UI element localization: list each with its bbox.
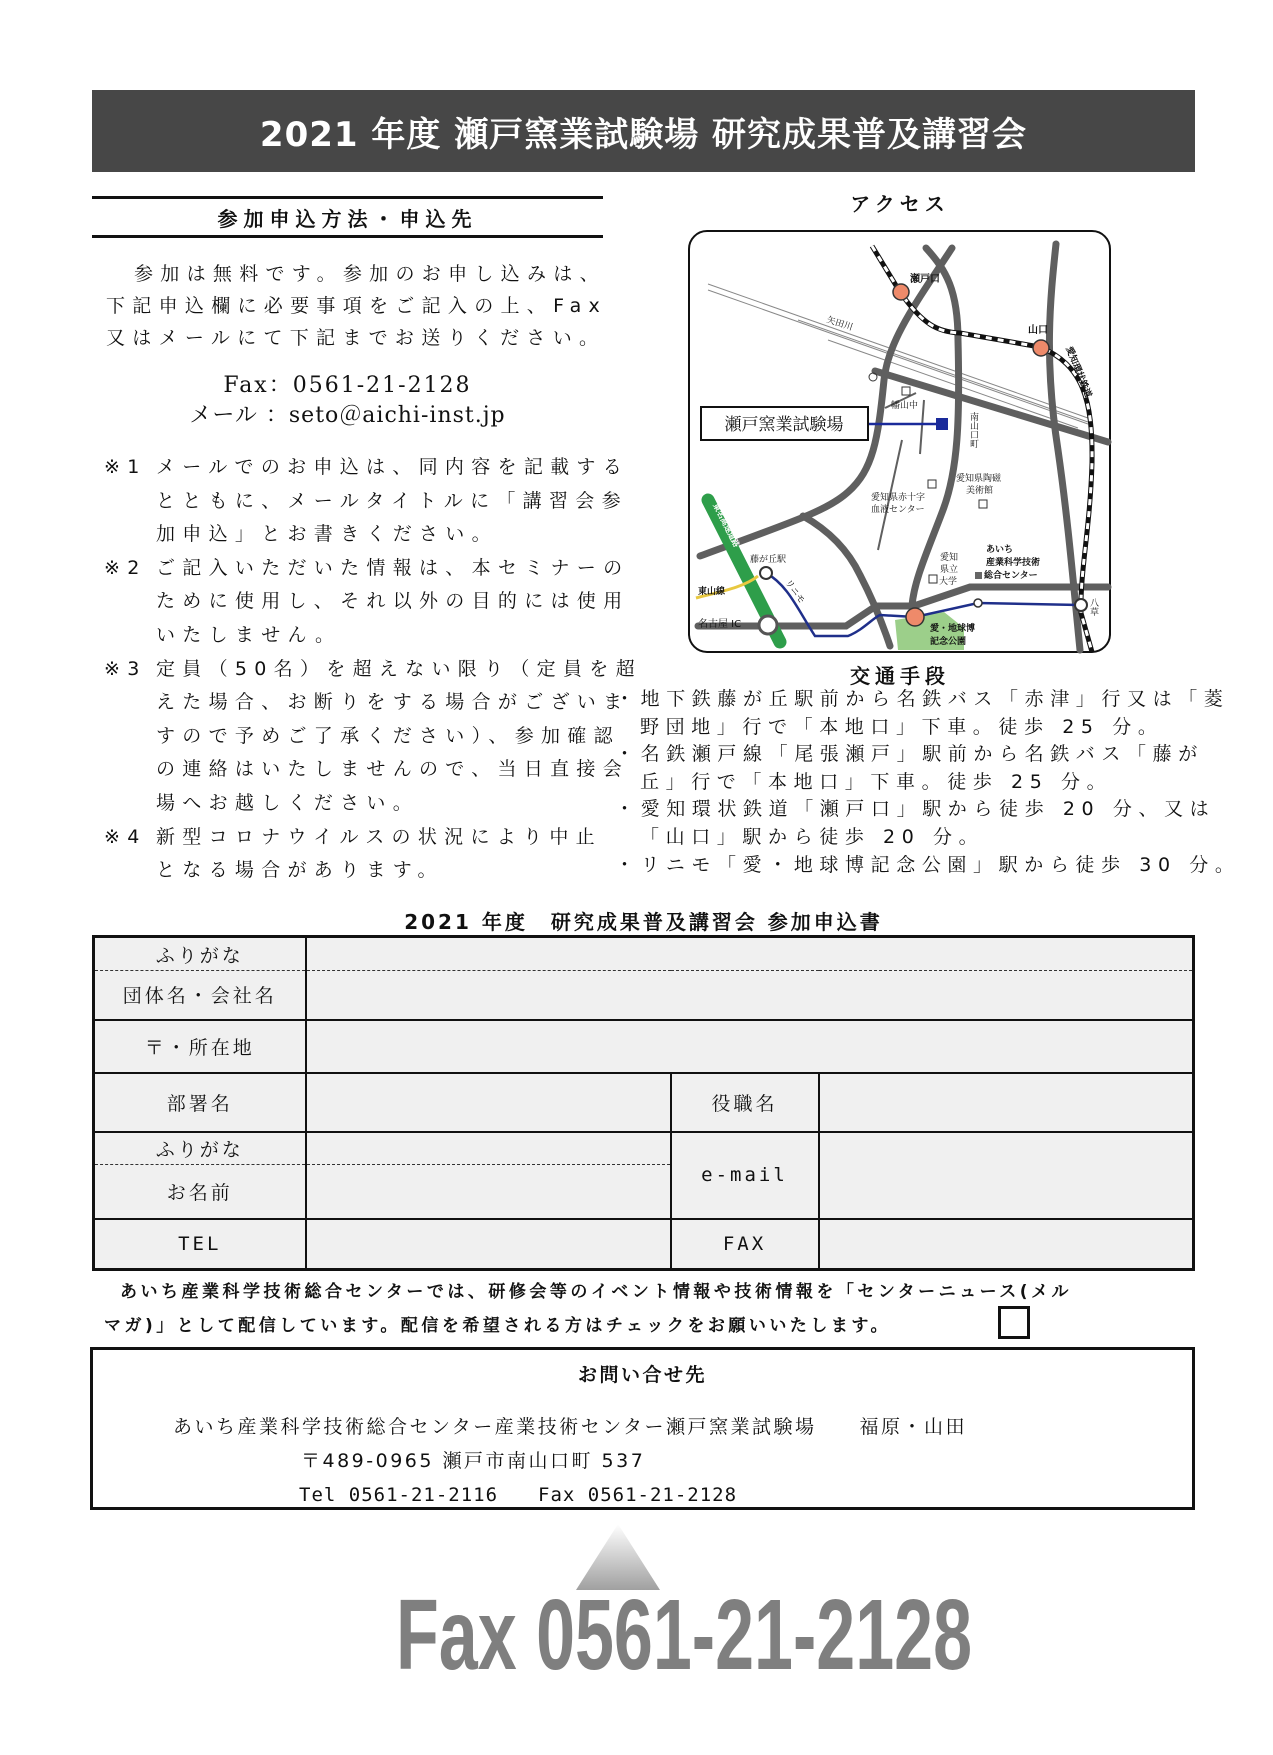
contact-heading: お問い合せ先	[577, 1364, 707, 1386]
note-line: すので予めご了承ください）、参加確認	[156, 724, 620, 747]
note-line: の連絡はいたしませんので、当日直接会	[156, 758, 630, 781]
svg-text:大学: 大学	[939, 577, 958, 587]
svg-text:矢田川: 矢田川	[825, 315, 854, 334]
svg-text:総合センター: 総合センター	[984, 571, 1038, 581]
svg-text:愛知県赤十字: 愛知県赤十字	[871, 493, 926, 503]
transport-heading: 交通手段	[850, 664, 950, 688]
newsletter-text: マガ)」として配信しています。配信を希望される方はチェックをお願いいたします。	[104, 1316, 892, 1336]
svg-text:愛知: 愛知	[940, 553, 959, 563]
apply-heading: 参加申込方法・申込先	[92, 196, 603, 238]
transport-line: ・名鉄瀬戸線「尾張瀬戸」駅前から名鉄バス「藤が	[615, 743, 1204, 766]
transport-line: ・愛知環状鉄道「瀬戸口」駅から徒歩 20 分、又は	[615, 798, 1216, 821]
nagoya-ic	[759, 616, 777, 634]
station-setoguchi	[893, 284, 909, 300]
name-furigana-label: ふりがな	[94, 1132, 306, 1165]
email-label: e-mail	[671, 1132, 819, 1219]
access-heading: アクセス	[850, 192, 950, 216]
svg-text:血液センター: 血液センター	[871, 505, 925, 515]
department-label: 部署名	[94, 1073, 306, 1132]
svg-text:幡山中: 幡山中	[891, 401, 919, 411]
note-line: えた場合、お断りをする場合がございま	[156, 691, 630, 714]
center-marker	[975, 572, 982, 579]
target-label: 瀬戸窯業試験場	[724, 415, 844, 435]
newsletter-text: あいち産業科学技術総合センターでは、研修会等のイベント情報や技術情報を「センターニュース(メル	[120, 1282, 1073, 1302]
svg-text:リニモ: リニモ	[782, 577, 807, 606]
svg-text:県立: 県立	[940, 565, 959, 575]
note-line: ために使用し、それ以外の目的には使用	[156, 590, 630, 613]
svg-text:愛知県陶磁: 愛知県陶磁	[956, 474, 1002, 484]
intro-line: 又はメールにて下記までお送りください。	[106, 327, 606, 349]
contact-phones: Tel 0561-21-2116 Fax 0561-21-2128	[299, 1484, 738, 1506]
svg-text:愛・地球博: 愛・地球博	[930, 624, 976, 634]
apply-mail[interactable]: メール ：seto＠aichi-inst.jp	[189, 403, 506, 428]
svg-text:記念公園: 記念公園	[930, 637, 967, 647]
tel-label: TEL	[94, 1219, 306, 1270]
transport-line: ・リニモ「愛・地球博記念公園」駅から徒歩 30 分。	[615, 853, 1241, 876]
svg-text:山口: 山口	[1028, 325, 1048, 336]
svg-text:産業科学技術: 産業科学技術	[986, 558, 1041, 568]
contact-box	[90, 1347, 1195, 1510]
tel-input[interactable]	[306, 1219, 671, 1270]
svg-text:美術館: 美術館	[966, 486, 994, 496]
note-line: とともに、メールタイトルに「講習会参	[156, 489, 628, 512]
apply-fax: Fax：0561-21-2128	[223, 373, 472, 398]
note-line: 加申込」とお書きください。	[156, 523, 498, 546]
svg-text:東名高速道路: 東名高速道路	[711, 501, 742, 549]
station-yakusa	[1075, 599, 1087, 611]
department-input[interactable]	[306, 1073, 671, 1132]
station-small	[974, 599, 982, 607]
note-mark: ※4	[104, 825, 147, 848]
svg-text:名古屋 IC: 名古屋 IC	[698, 619, 742, 630]
contact-address: 〒489-0965 瀬戸市南山口町 537	[301, 1450, 646, 1472]
transport-line: ・地下鉄藤が丘駅前から名鉄バス「赤津」行又は「菱	[615, 688, 1230, 710]
note-line: メールでのお申込は、同内容を記載する	[156, 456, 630, 478]
address-input[interactable]	[306, 1020, 1194, 1073]
note-line: ご記入いただいた情報は、本セミナーの	[156, 556, 630, 579]
note-line: 新型コロナウイルスの状況により中止	[156, 825, 602, 848]
svg-text:南山口町: 南山口町	[968, 412, 978, 448]
email-input[interactable]	[819, 1132, 1194, 1219]
name-label: お名前	[94, 1165, 306, 1219]
big-fax-number: Fax 0561-21-2128	[396, 1579, 973, 1691]
station-expo	[906, 608, 924, 626]
company-furigana-input[interactable]	[306, 937, 1194, 971]
station-yamaguchi	[1033, 340, 1049, 356]
target-marker	[936, 418, 948, 430]
station-fujigaoka	[760, 567, 772, 579]
svg-text:あいち: あいち	[986, 545, 1014, 555]
newsletter-checkbox[interactable]	[998, 1306, 1030, 1339]
furigana-label: ふりがな	[94, 937, 306, 971]
transport-line: 野団地」行で「本地口」下車。徒歩 25 分。	[640, 715, 1164, 738]
page-title: 2021 年度 瀬戸窯業試験場 研究成果普及講習会	[92, 90, 1195, 172]
note-mark: ※3	[104, 657, 147, 680]
access-map	[688, 230, 1112, 654]
company-label: 団体名・会社名	[94, 971, 306, 1020]
svg-text:愛知環状鉄道: 愛知環状鉄道	[1063, 345, 1093, 400]
svg-text:藤が丘駅: 藤が丘駅	[750, 555, 787, 565]
svg-text:瀬戸口: 瀬戸口	[910, 274, 940, 285]
name-furigana-input[interactable]	[306, 1132, 671, 1165]
intro-line: 参加は無料です。参加のお申し込みは、	[134, 263, 606, 285]
fax-input[interactable]	[819, 1219, 1194, 1270]
name-input[interactable]	[306, 1165, 671, 1219]
position-input[interactable]	[819, 1073, 1194, 1132]
application-form	[92, 935, 1195, 1271]
note-line: 場へお越しください。	[156, 792, 420, 814]
contact-org: あいち産業科学技術総合センター産業技術センター瀬戸窯業試験場 福原・山田	[173, 1416, 967, 1438]
svg-text:東山線: 東山線	[698, 587, 726, 597]
note-mark: ※1	[104, 456, 147, 478]
transport-line: 丘」行で「本地口」下車。徒歩 25 分。	[640, 770, 1113, 793]
svg-text:八草: 八草	[1088, 598, 1098, 616]
company-input[interactable]	[306, 971, 1194, 1020]
form-title: 2021 年度 研究成果普及講習会 参加申込書	[404, 910, 883, 934]
transport-line: 「山口」駅から徒歩 20 分。	[640, 826, 985, 848]
position-label: 役職名	[671, 1073, 819, 1132]
note-mark: ※2	[104, 556, 147, 579]
note-line: 定員（50名）を超えない限り（定員を超	[156, 657, 642, 680]
intro-line: 下記申込欄に必要事項をご記入の上、Fax	[106, 295, 608, 317]
note-line: となる場合があります。	[156, 859, 444, 882]
fax-label: FAX	[671, 1219, 819, 1270]
note-line: いたしません。	[156, 624, 342, 646]
address-label: 〒・所在地	[94, 1020, 306, 1073]
